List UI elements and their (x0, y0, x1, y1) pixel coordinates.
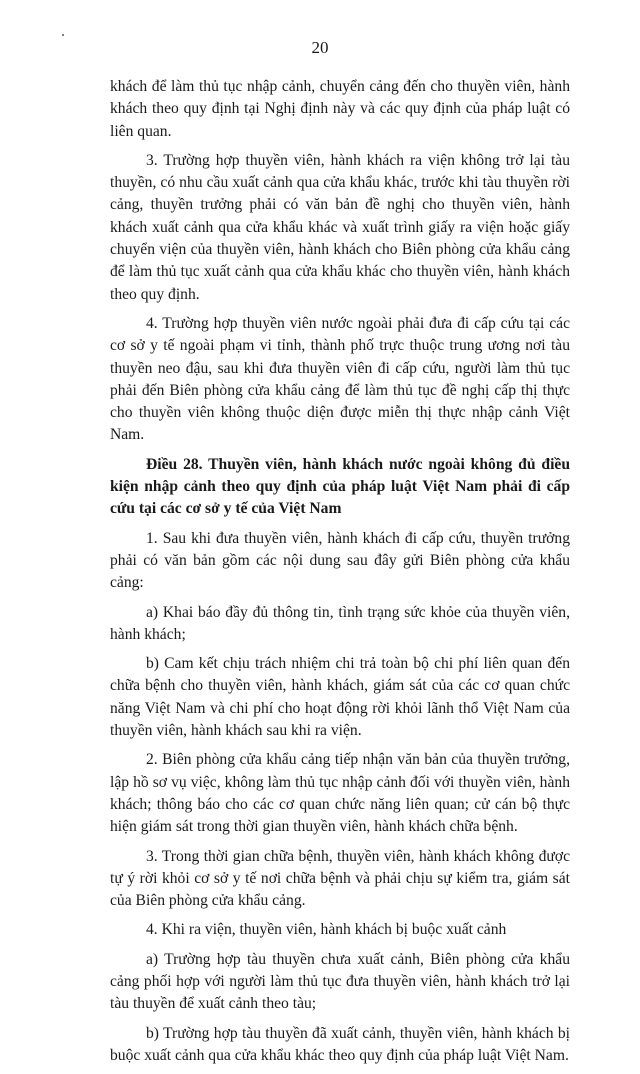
article-28-clause-3: 3. Trong thời gian chữa bệnh, thuyền viên, hành khách không được tự ý rời khỏi cơ sở y tế nơi chữa bệnh và phải chịu sự kiểm tra, giám sát của Biên phòng cửa khẩu cảng. (110, 847, 570, 910)
article-28-clause-4a: a) Trường hợp tàu thuyền chưa xuất cảnh, Biên phòng cửa khẩu cảng phối hợp với người làm thủ tục đưa thuyền viên, hành khách trở lại tàu thuyền để xuất cảnh theo tàu; (110, 950, 570, 1013)
scan-speck (62, 34, 64, 36)
paragraph-clause-3: 3. Trường hợp thuyền viên, hành khách ra viện không trở lại tàu thuyền, có nhu cầu xuất cảnh qua cửa khẩu khác, trước khi tàu thuyền rời cảng, thuyền trưởng phải có văn bản đề nghị cho thuyền viên, hành khách xuất cảnh qua cửa khẩu khác và xuất trình giấy ra viện hoặc giấy chuyển viện của thuyền viên, hành khách cho Biên phòng cửa khẩu cảng để làm thủ tục xuất cảnh qua cửa khẩu khác cho thuyền viên, hành khách theo quy định. (110, 151, 570, 303)
paragraph-continuation: khách để làm thủ tục nhập cảnh, chuyển cảng đến cho thuyền viên, hành khách theo quy định tại Nghị định này và các quy định của pháp luật có liên quan. (110, 78, 570, 140)
document-body (110, 76, 570, 1074)
article-28-clause-1a: a) Khai báo đầy đủ thông tin, tình trạng sức khỏe của thuyền viên, hành khách; (110, 603, 570, 643)
article-28-clause-1: 1. Sau khi đưa thuyền viên, hành khách đi cấp cứu, thuyền trưởng phải có văn bản gồm các nội dung sau đây gửi Biên phòng cửa khẩu cảng: (110, 529, 570, 592)
article-28-clause-1b: b) Cam kết chịu trách nhiệm chi trả toàn bộ chi phí liên quan đến chữa bệnh cho thuyền viên, hành khách, giám sát của các cơ quan chức năng Việt Nam và chi phí cho hoạt động rời khỏi lãnh thổ Việt Nam của thuyền viên, hành khách sau khi ra viện. (110, 655, 570, 740)
paragraph-clause-4: 4. Trường hợp thuyền viên nước ngoài phải đưa đi cấp cứu tại các cơ sở y tế ngoài phạm vi tỉnh, thành phố trực thuộc trung ương nơi tàu thuyền neo đậu, sau khi đưa thuyền viên đi cấp cứu, người làm thủ tục phải đến Biên phòng cửa khẩu cảng để làm thủ tục đề nghị cấp thị thực cho thuyền viên không thuộc diện được miễn thị thực nhập cảnh Việt Nam. (110, 314, 570, 444)
article-28-clause-4: 4. Khi ra viện, thuyền viên, hành khách bị buộc xuất cảnh (146, 921, 507, 939)
article-28-clause-4b: b) Trường hợp tàu thuyền đã xuất cảnh, thuyền viên, hành khách bị buộc xuất cảnh qua cửa khẩu khác theo quy định của pháp luật Việt Nam. (110, 1024, 570, 1064)
article-28-clause-2: 2. Biên phòng cửa khẩu cảng tiếp nhận văn bản của thuyền trưởng, lập hồ sơ vụ việc, không làm thủ tục nhập cảnh đối với thuyền viên, hành khách; thông báo cho các cơ quan chức năng liên quan; cử cán bộ thực hiện giám sát trong thời gian thuyền viên, hành khách chữa bệnh. (110, 751, 570, 836)
page-number: 20 (311, 38, 329, 57)
article-28-heading: Điều 28. Thuyền viên, hành khách nước ngoài không đủ điều kiện nhập cảnh theo quy định của pháp luật Việt Nam phải đi cấp cứu tại các cơ sở y tế của Việt Nam (110, 455, 570, 518)
